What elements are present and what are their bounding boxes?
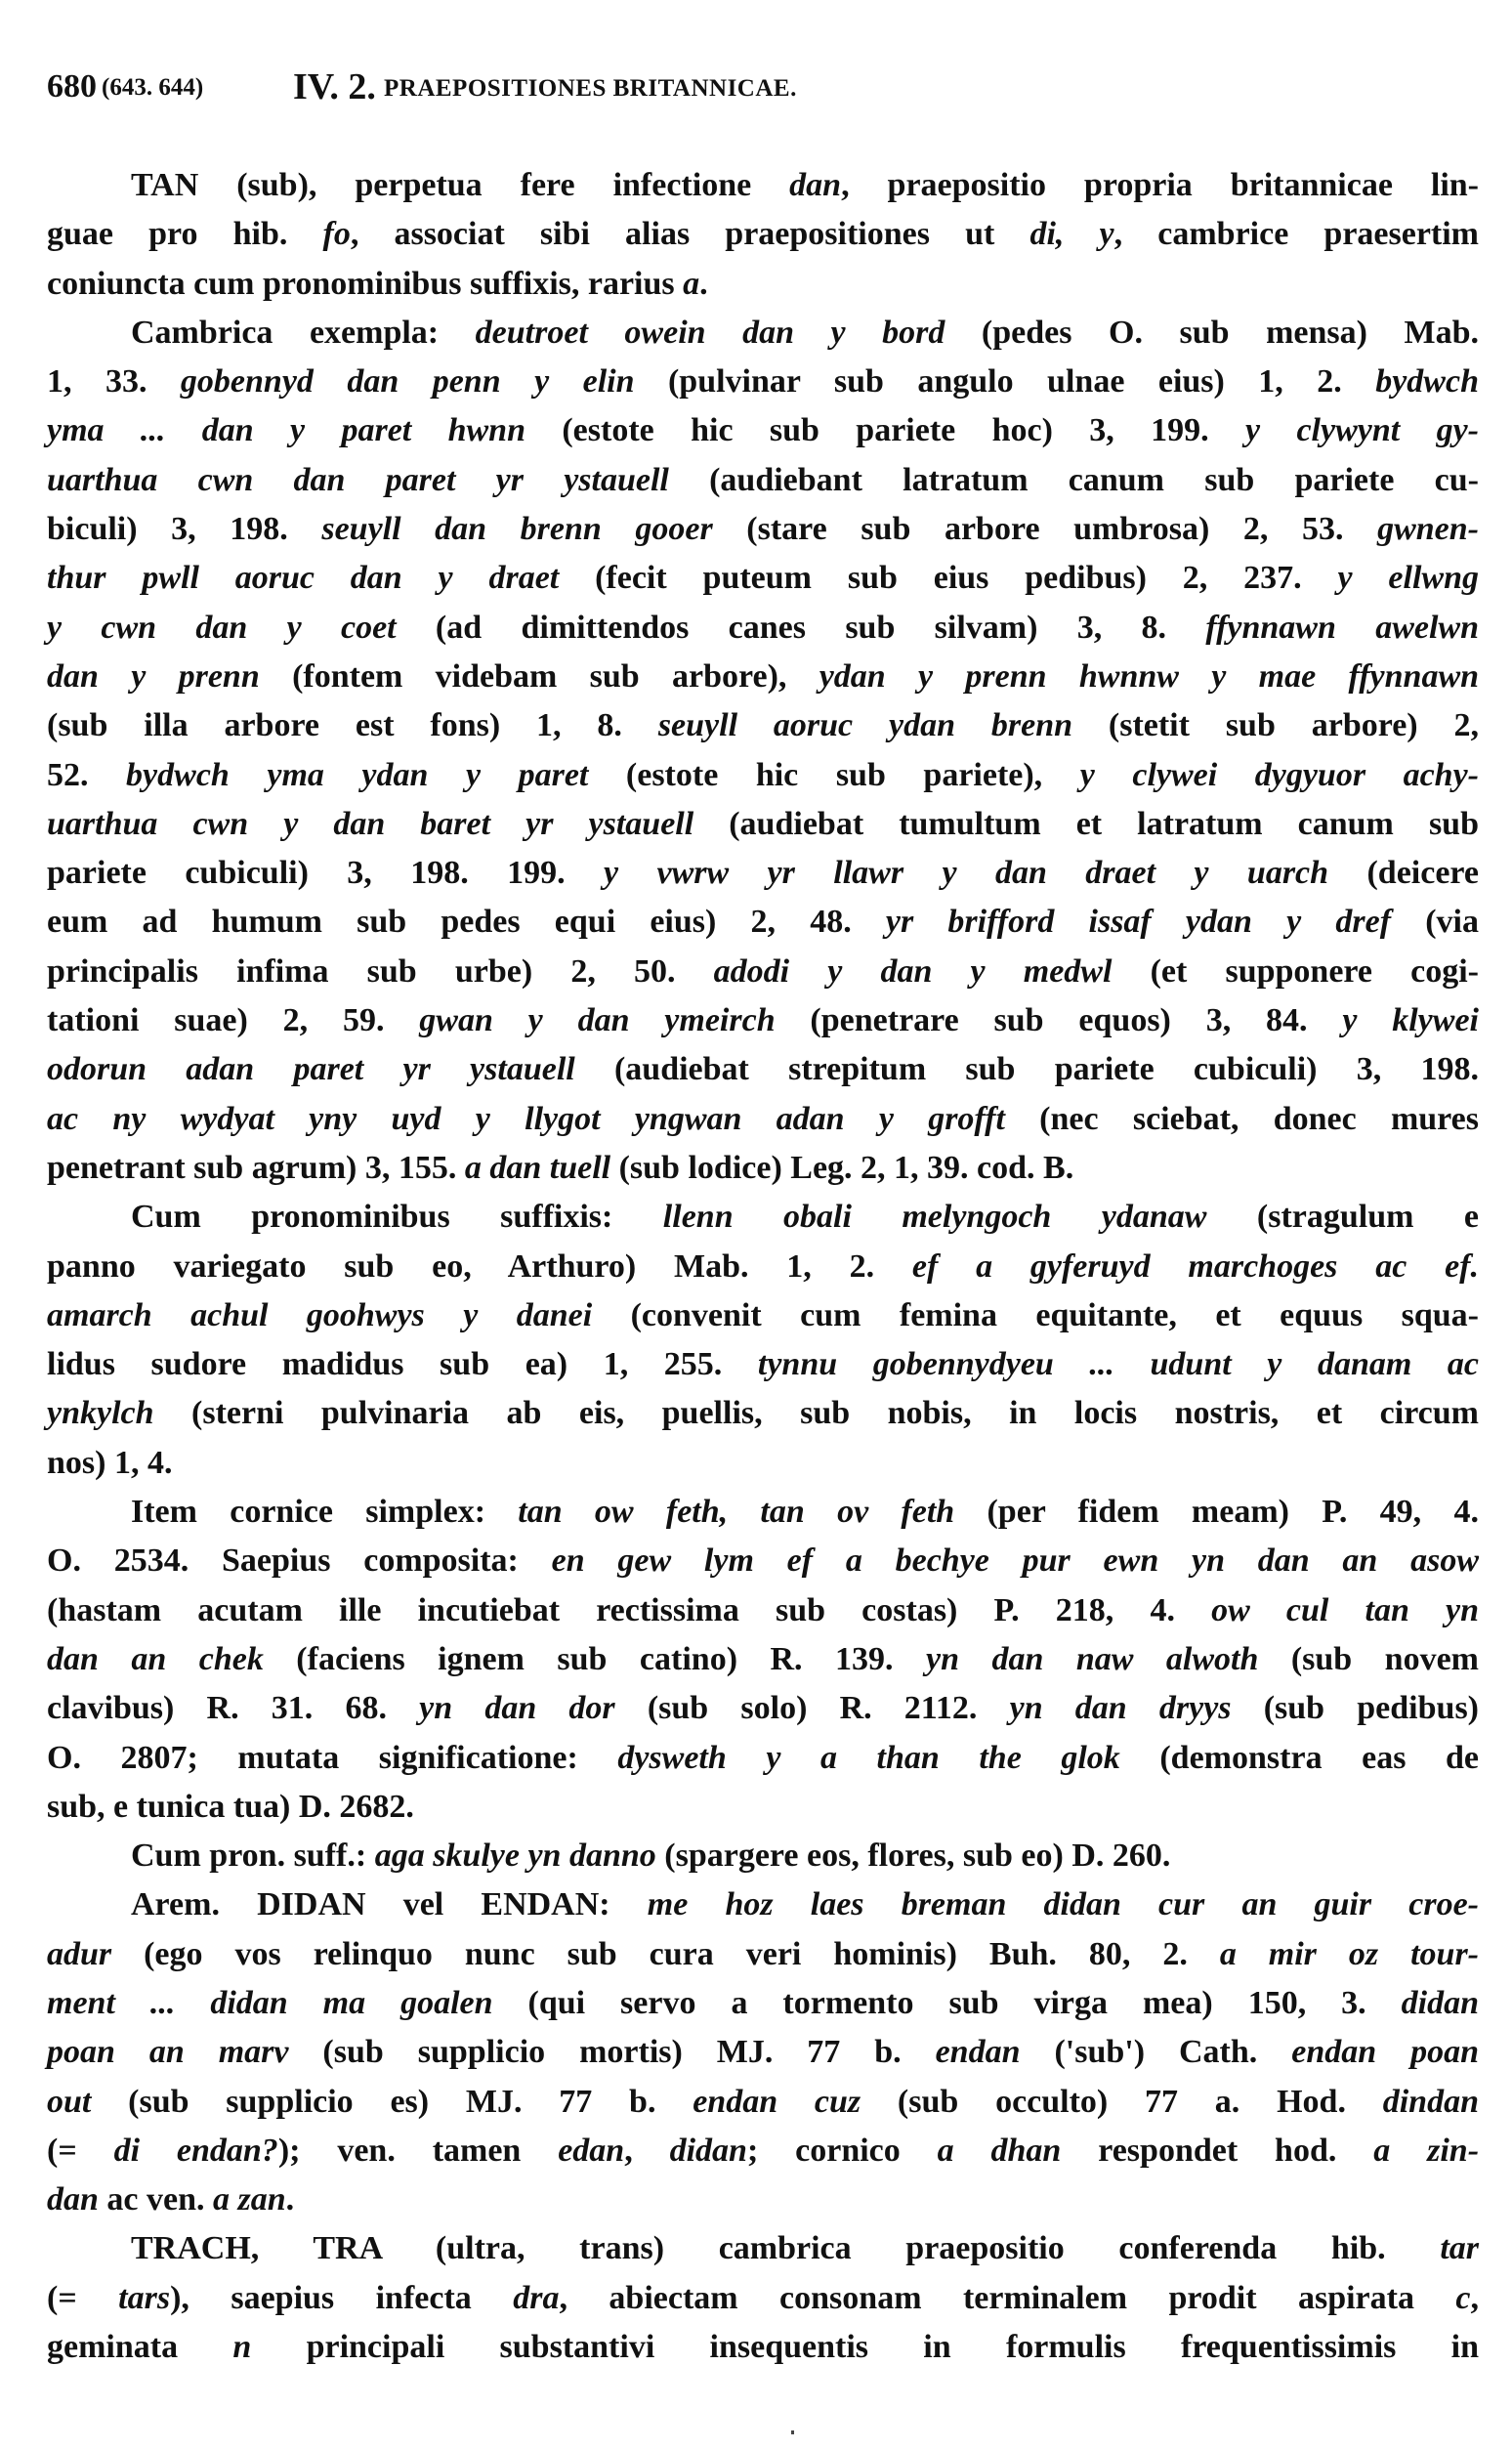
welsh-breton-citation: y clywei dygyuor achy- xyxy=(1079,756,1480,793)
welsh-breton-citation: endan xyxy=(935,2034,1021,2071)
latin-text: lidus sudore madidus sub ea) 1, 255. xyxy=(47,1346,758,1383)
page-number: 680 xyxy=(47,68,97,105)
welsh-breton-citation: di endan? xyxy=(113,2132,278,2169)
welsh-breton-citation: seuyll dan brenn gooer xyxy=(321,511,713,548)
text-line xyxy=(47,1389,1479,1438)
latin-text: (= xyxy=(47,2132,114,2169)
latin-text: . xyxy=(699,265,708,302)
welsh-breton-citation: amarch achul goohwys y danei xyxy=(47,1296,593,1333)
text-line xyxy=(47,1684,1479,1733)
text-line xyxy=(47,1291,1479,1340)
text-line xyxy=(47,1734,1479,1783)
text-line xyxy=(47,948,1479,996)
welsh-breton-citation: adur xyxy=(47,1935,112,1972)
latin-text: Cum pron. suff.: xyxy=(131,1838,375,1875)
welsh-breton-citation: uarthua cwn dan paret yr ystauell xyxy=(47,461,669,498)
text-line xyxy=(47,554,1479,603)
welsh-breton-citation: di, y xyxy=(1029,216,1114,253)
latin-text: (per fidem meam) P. 49, 4. xyxy=(954,1494,1479,1531)
text-line xyxy=(47,1045,1479,1094)
text-line xyxy=(47,2028,1479,2077)
latin-text: (sterni pulvinaria ab eis, puellis, sub nobis, in locis nostris, et circum xyxy=(153,1395,1479,1432)
latin-text: (qui servo a tormento sub virga mea) 150, 3. xyxy=(492,1984,1402,2021)
welsh-breton-citation: a zan xyxy=(213,2181,286,2218)
latin-text: (sub pedibus) xyxy=(1231,1690,1479,1727)
welsh-breton-citation: y klywei xyxy=(1342,1002,1479,1039)
text-line xyxy=(47,800,1479,849)
welsh-breton-citation: uarthua cwn y dan baret yr ystauell xyxy=(47,805,694,842)
welsh-breton-citation: yr brifford issaf ydan y dref xyxy=(885,904,1392,941)
welsh-breton-citation: tar xyxy=(1440,2230,1479,2267)
latin-text: (sub supplicio mortis) MJ. 77 b. xyxy=(288,2034,936,2071)
welsh-breton-citation: tynnu gobennydyeu ... udunt y danam ac xyxy=(757,1346,1479,1383)
latin-text: (via xyxy=(1391,904,1479,941)
latin-text: (pedes O. sub mensa) Mab. xyxy=(945,314,1479,351)
welsh-breton-citation: c xyxy=(1455,2279,1471,2316)
latin-text: (et supponere cogi- xyxy=(1112,952,1480,990)
welsh-breton-citation: dra xyxy=(513,2279,560,2316)
latin-text: (sub supplicio es) MJ. 77 b. xyxy=(91,2083,693,2120)
latin-text: respondet hod. xyxy=(1061,2132,1374,2169)
latin-text: (pulvinar sub angulo ulnae eius) 1, 2. xyxy=(634,363,1376,401)
latin-text: principalis infima sub urbe) 2, 50. xyxy=(47,952,714,990)
text-line xyxy=(47,1243,1479,1291)
latin-text: (faciens ignem sub catino) R. 139. xyxy=(263,1640,926,1677)
latin-text: Cum pronominibus suffixis: xyxy=(131,1199,663,1236)
welsh-breton-citation: bydwch yma ydan y paret xyxy=(126,756,589,793)
text-line xyxy=(47,210,1479,259)
original-page-reference: (643. 644) xyxy=(102,74,204,101)
latin-text: (= xyxy=(47,2279,119,2316)
text-line xyxy=(47,1095,1479,1144)
welsh-breton-citation: y cwn dan y coet xyxy=(47,609,397,646)
text-line xyxy=(47,1635,1479,1684)
text-line xyxy=(47,505,1479,554)
latin-text: (stragulum e xyxy=(1206,1199,1479,1236)
welsh-breton-citation: dysweth y a than the glok xyxy=(617,1739,1120,1776)
latin-text: (sub occulto) 77 a. Hod. xyxy=(861,2083,1383,2120)
welsh-breton-citation: dindan xyxy=(1382,2083,1479,2120)
text-line xyxy=(47,161,1479,210)
latin-text: (audiebant latratum canum sub pariete cu- xyxy=(668,461,1479,498)
text-line xyxy=(47,309,1479,358)
welsh-breton-citation: a xyxy=(683,265,700,302)
latin-text: Arem. DIDAN vel ENDAN: xyxy=(131,1886,648,1923)
latin-text: penetrant sub agrum) 3, 155. xyxy=(47,1149,465,1186)
text-line xyxy=(47,2274,1479,2323)
welsh-breton-citation: ow cul tan yn xyxy=(1211,1591,1479,1628)
text-line xyxy=(47,849,1479,898)
welsh-breton-citation: y ellwng xyxy=(1337,560,1479,597)
latin-text: (audiebat tumultum et latratum canum sub xyxy=(693,805,1479,842)
latin-text: . xyxy=(285,2181,295,2218)
latin-text: principali substantivi insequentis in formulis frequentissimis in xyxy=(251,2329,1479,2366)
welsh-breton-citation: ynkylch xyxy=(47,1395,154,1432)
text-line xyxy=(47,358,1479,406)
latin-text: (demonstra eas de xyxy=(1119,1739,1479,1776)
latin-text: (sub illa arbore est fons) 1, 8. xyxy=(47,707,658,744)
latin-text: (audiebat strepitum sub pariete cubiculi) 3, 198. xyxy=(574,1051,1479,1088)
text-line xyxy=(47,701,1479,750)
latin-text: , associat sibi alias praepositiones ut xyxy=(350,216,1030,253)
welsh-breton-citation: llenn obali melyngoch ydanaw xyxy=(662,1199,1207,1236)
welsh-breton-citation: out xyxy=(47,2083,92,2120)
welsh-breton-citation: seuyll aoruc ydan brenn xyxy=(657,707,1073,744)
latin-text: (estote hic sub pariete), xyxy=(588,756,1080,793)
latin-text: ('sub') Cath. xyxy=(1020,2034,1292,2071)
latin-text: panno variegato sub eo, Arthuro) Mab. 1, 2. xyxy=(47,1247,912,1285)
latin-text: (sub novem xyxy=(1258,1640,1479,1677)
welsh-breton-citation: odorun adan paret yr ystauell xyxy=(47,1051,575,1088)
text-line xyxy=(47,1979,1479,2028)
welsh-breton-citation: ef a gyferuyd marchoges ac ef. xyxy=(911,1247,1479,1285)
latin-text: Item cornice simplex: xyxy=(131,1494,519,1531)
welsh-breton-citation: me hoz laes breman didan cur an guir croe- xyxy=(647,1886,1479,1923)
text-line xyxy=(47,456,1479,505)
section-title: PRAEPOSITIONES BRITANNICAE. xyxy=(384,75,797,102)
text-line xyxy=(47,1488,1479,1537)
welsh-breton-citation: ment ... didan ma goalen xyxy=(47,1984,493,2021)
body-text xyxy=(47,161,1479,2372)
welsh-breton-citation: tars xyxy=(118,2279,171,2316)
latin-text: O. 2534. Saepius composita: xyxy=(47,1542,552,1580)
latin-text: ac ven. xyxy=(98,2181,214,2218)
welsh-breton-citation: edan xyxy=(558,2132,625,2169)
latin-text: (estote hic sub pariete hoc) 3, 199. xyxy=(525,412,1246,449)
welsh-breton-citation: ffynnawn awelwn xyxy=(1205,609,1479,646)
welsh-breton-citation: deutroet owein dan y bord xyxy=(475,314,945,351)
welsh-breton-citation: gobennyd dan penn y elin xyxy=(180,363,635,401)
latin-text: (deicere xyxy=(1328,855,1479,892)
latin-text: guae pro hib. xyxy=(47,216,323,253)
latin-text: (fecit puteum sub eius pedibus) 2, 237. xyxy=(559,560,1338,597)
text-line xyxy=(47,1880,1479,1929)
latin-text: (fontem videbam sub arbore), xyxy=(259,657,819,695)
latin-text: ; cornico xyxy=(746,2132,938,2169)
welsh-breton-citation: a dan tuell xyxy=(464,1149,611,1186)
section-number: IV. 2. xyxy=(293,66,376,107)
welsh-breton-citation: dan xyxy=(47,2181,99,2218)
text-line xyxy=(47,1144,1479,1193)
welsh-breton-citation: didan xyxy=(669,2132,747,2169)
scan-speck xyxy=(791,2430,794,2434)
welsh-breton-citation: a mir oz tour- xyxy=(1219,1935,1479,1972)
latin-text: , xyxy=(1470,2279,1480,2316)
latin-text: , praepositio propria britannicae lin- xyxy=(841,167,1480,203)
latin-text: pariete cubiculi) 3, 198. 199. xyxy=(47,855,604,892)
latin-text: nos) 1, 4. xyxy=(47,1444,173,1481)
text-line xyxy=(47,1537,1479,1585)
latin-text: , cambrice praesertim xyxy=(1113,216,1480,253)
text-line xyxy=(47,260,1479,309)
latin-text: (ad dimittendos canes sub silvam) 3, 8. xyxy=(396,609,1206,646)
welsh-breton-citation: bydwch xyxy=(1375,363,1479,401)
welsh-breton-citation: fo xyxy=(322,216,351,253)
welsh-breton-citation: yn dan dor xyxy=(419,1690,615,1727)
latin-text: coniuncta cum pronominibus suffixis, rarius xyxy=(47,265,684,302)
text-line xyxy=(47,2078,1479,2127)
text-line xyxy=(47,1783,1479,1832)
latin-text: ); ven. tamen xyxy=(277,2132,559,2169)
text-line xyxy=(47,1930,1479,1979)
welsh-breton-citation: aga skulye yn danno xyxy=(374,1838,656,1875)
running-header xyxy=(47,68,1483,111)
latin-text: Cambrica exempla: xyxy=(131,314,476,351)
text-line xyxy=(47,898,1479,947)
welsh-breton-citation: endan poan xyxy=(1291,2034,1479,2071)
text-line xyxy=(47,1586,1479,1635)
latin-text: (spargere eos, flores, sub eo) D. 260. xyxy=(655,1838,1171,1875)
text-line xyxy=(47,604,1479,653)
welsh-breton-citation: yma ... dan y paret hwnn xyxy=(47,412,525,449)
text-line xyxy=(47,2127,1479,2175)
latin-text: (sub solo) R. 2112. xyxy=(614,1690,1010,1727)
latin-text: clavibus) R. 31. 68. xyxy=(47,1690,420,1727)
latin-text: O. 2807; mutata significatione: xyxy=(47,1739,618,1776)
welsh-breton-citation: ydan y prenn hwnnw y mae ffynnawn xyxy=(819,657,1480,695)
welsh-breton-citation: gwan y dan ymeirch xyxy=(419,1002,776,1039)
welsh-breton-citation: n xyxy=(232,2329,252,2366)
latin-text: 52. xyxy=(47,756,127,793)
welsh-breton-citation: dan an chek xyxy=(47,1640,264,1677)
text-line xyxy=(47,2323,1479,2372)
text-line xyxy=(47,996,1479,1045)
text-line xyxy=(47,1193,1479,1242)
text-line xyxy=(47,406,1479,455)
welsh-breton-citation: poan an marv xyxy=(47,2034,289,2071)
latin-text: 1, 33. xyxy=(47,363,181,401)
latin-text: (nec sciebat, donec mures xyxy=(1004,1100,1479,1137)
latin-text: sub, e tunica tua) D. 2682. xyxy=(47,1788,414,1825)
welsh-breton-citation: en gew lym ef a bechye pur ewn yn dan an asow xyxy=(551,1542,1480,1580)
latin-text: (hastam acutam ille incutiebat rectissima sub costas) P. 218, 4. xyxy=(47,1591,1212,1628)
text-line xyxy=(47,751,1479,800)
latin-text: (sub lodice) Leg. 2, 1, 39. cod. B. xyxy=(610,1149,1074,1186)
latin-text: (penetrare sub equos) 3, 84. xyxy=(775,1002,1343,1039)
latin-text: , abiectam consonam terminalem prodit aspirata xyxy=(559,2279,1456,2316)
welsh-breton-citation: adodi y dan y medwl xyxy=(713,952,1113,990)
text-line xyxy=(47,1340,1479,1389)
latin-text: TRACH, TRA (ultra, trans) cambrica praepositio conferenda hib. xyxy=(131,2230,1441,2267)
welsh-breton-citation: a dhan xyxy=(937,2132,1062,2169)
latin-text: (ego vos relinquo nunc sub cura veri hominis) Buh. 80, 2. xyxy=(111,1935,1220,1972)
latin-text: TAN (sub), perpetua fere infectione xyxy=(131,167,790,203)
latin-text: , xyxy=(624,2132,670,2169)
text-line xyxy=(47,1832,1479,1880)
latin-text: eum ad humum sub pedes equi eius) 2, 48. xyxy=(47,904,886,941)
latin-text: geminata xyxy=(47,2329,233,2366)
welsh-breton-citation: yn dan dryys xyxy=(1009,1690,1232,1727)
welsh-breton-citation: y vwrw yr llawr y dan draet y uarch xyxy=(604,855,1329,892)
latin-text: (convenit cum femina equitante, et equus squa- xyxy=(592,1296,1479,1333)
welsh-breton-citation: dan y prenn xyxy=(47,657,260,695)
welsh-breton-citation: tan ow feth, tan ov feth xyxy=(518,1494,955,1531)
latin-text: ), saepius infecta xyxy=(170,2279,514,2316)
text-line xyxy=(47,653,1479,701)
welsh-breton-citation: yn dan naw alwoth xyxy=(925,1640,1259,1677)
text-line xyxy=(47,2224,1479,2273)
welsh-breton-citation: dan xyxy=(789,167,842,203)
welsh-breton-citation: gwnen- xyxy=(1377,511,1479,548)
latin-text: biculi) 3, 198. xyxy=(47,511,322,548)
welsh-breton-citation: y clywynt gy- xyxy=(1245,412,1479,449)
latin-text: tationi suae) 2, 59. xyxy=(47,1002,420,1039)
welsh-breton-citation: thur pwll aoruc dan y draet xyxy=(47,560,560,597)
welsh-breton-citation: didan xyxy=(1401,1984,1479,2021)
welsh-breton-citation: ac ny wydyat yny uyd y llygot yngwan adan y grofft xyxy=(47,1100,1005,1137)
welsh-breton-citation: a zin- xyxy=(1373,2132,1480,2169)
welsh-breton-citation: endan cuz xyxy=(693,2083,861,2120)
text-line xyxy=(47,2175,1479,2224)
latin-text: (stare sub arbore umbrosa) 2, 53. xyxy=(712,511,1378,548)
latin-text: (stetit sub arbore) 2, xyxy=(1072,707,1479,744)
text-line xyxy=(47,1439,1479,1488)
